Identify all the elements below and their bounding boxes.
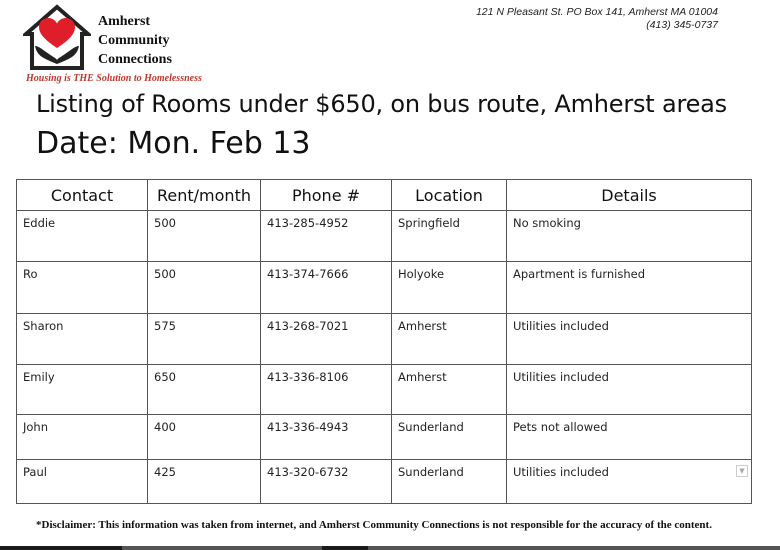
cell-rent: 425 bbox=[148, 460, 261, 504]
cell-details: Pets not allowed bbox=[507, 415, 752, 460]
cell-rent: 500 bbox=[148, 262, 261, 314]
rooms-table bbox=[16, 179, 752, 504]
cell-rent: 650 bbox=[148, 365, 261, 415]
scrollbar-segment bbox=[368, 546, 780, 550]
cell-phone: 413-285-4952 bbox=[261, 211, 392, 262]
column-header-location: Location bbox=[392, 180, 507, 211]
cell-location: Amherst bbox=[392, 365, 507, 415]
cell-location: Holyoke bbox=[392, 262, 507, 314]
table-row bbox=[17, 211, 752, 262]
cell-contact: Emily bbox=[17, 365, 148, 415]
house-heart-hands-icon bbox=[23, 4, 91, 70]
cell-location: Springfield bbox=[392, 211, 507, 262]
cell-phone: 413-374-7666 bbox=[261, 262, 392, 314]
cell-contact: Eddie bbox=[17, 211, 148, 262]
table-row bbox=[17, 365, 752, 415]
phone-line: (413) 345-0737 bbox=[646, 19, 718, 31]
table-row bbox=[17, 415, 752, 460]
cell-details: Utilities included bbox=[507, 365, 752, 415]
cell-location: Sunderland bbox=[392, 460, 507, 504]
cell-contact: Ro bbox=[17, 262, 148, 314]
table-header-row bbox=[17, 180, 752, 211]
cell-phone: 413-336-8106 bbox=[261, 365, 392, 415]
cell-phone: 413-268-7021 bbox=[261, 314, 392, 365]
cell-phone: 413-320-6732 bbox=[261, 460, 392, 504]
cell-location: Amherst bbox=[392, 314, 507, 365]
organization-tagline: Housing is THE Solution to Homelessness bbox=[26, 73, 202, 84]
cell-rent: 400 bbox=[148, 415, 261, 460]
column-header-details: Details bbox=[507, 180, 752, 211]
organization-name bbox=[98, 12, 172, 69]
document-date: Date: Mon. Feb 13 bbox=[36, 126, 311, 161]
chevron-down-icon[interactable]: ▼ bbox=[736, 465, 748, 477]
table-row bbox=[17, 460, 752, 504]
cell-phone: 413-336-4943 bbox=[261, 415, 392, 460]
cell-contact: Sharon bbox=[17, 314, 148, 365]
document-title: Listing of Rooms under $650, on bus route, Amherst areas bbox=[36, 90, 727, 118]
cell-contact: John bbox=[17, 415, 148, 460]
column-header-phone: Phone # bbox=[261, 180, 392, 211]
cell-details: No smoking bbox=[507, 211, 752, 262]
cell-details: Apartment is furnished bbox=[507, 262, 752, 314]
cell-rent: 500 bbox=[148, 211, 261, 262]
cell-location: Sunderland bbox=[392, 415, 507, 460]
org-name-line: Community bbox=[98, 33, 170, 48]
column-header-rent: Rent/month bbox=[148, 180, 261, 211]
cell-contact: Paul bbox=[17, 460, 148, 504]
disclaimer-text: *Disclaimer: This information was taken from internet, and Amherst Community Connections is not responsible for the accuracy of the content. bbox=[36, 519, 712, 531]
address-line: 121 N Pleasant St. PO Box 141, Amherst MA 01004 bbox=[475, 6, 718, 18]
org-name-line: Connections bbox=[98, 52, 172, 67]
scrollbar-segment bbox=[122, 546, 322, 550]
column-header-contact: Contact bbox=[17, 180, 148, 211]
bottom-scrollbar[interactable] bbox=[0, 546, 780, 550]
organization-logo bbox=[20, 4, 230, 84]
table-row bbox=[17, 262, 752, 314]
cell-details: Utilities included bbox=[507, 314, 752, 365]
table-row bbox=[17, 314, 752, 365]
org-name-line: Amherst bbox=[98, 14, 151, 29]
cell-rent: 575 bbox=[148, 314, 261, 365]
organization-address bbox=[476, 6, 718, 32]
cell-details-text: Utilities included bbox=[513, 465, 609, 479]
cell-details bbox=[507, 460, 752, 504]
